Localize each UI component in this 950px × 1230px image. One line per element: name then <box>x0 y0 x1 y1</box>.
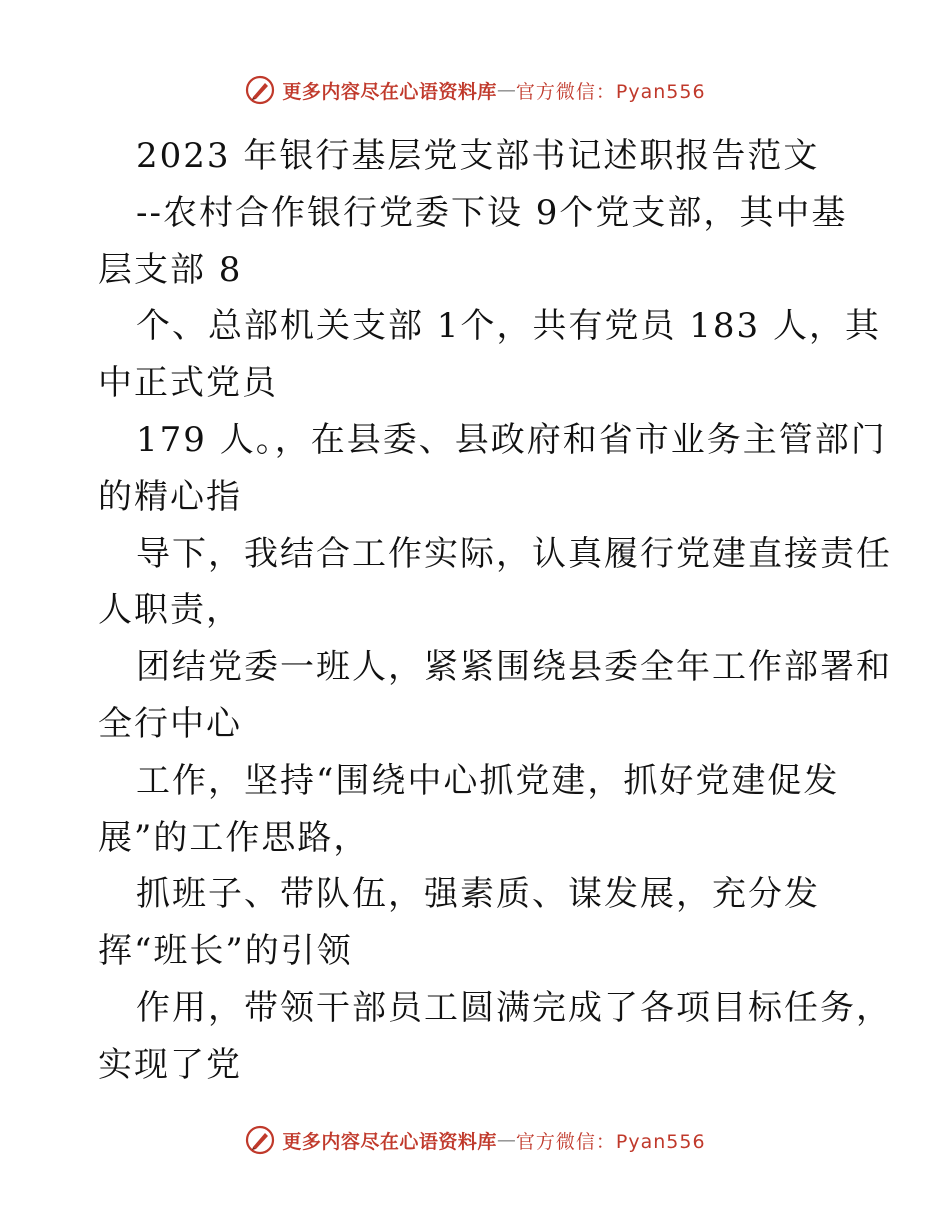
banner-text: 更多内容尽在心语资料库 <box>282 80 497 103</box>
body-line: 工作，坚持“围绕中心抓党建，抓好党建促发 <box>136 760 840 801</box>
body-line: 全行中心 <box>98 703 242 744</box>
body-line: 作用，带领干部员工圆满完成了各项目标任务， <box>136 987 892 1028</box>
body-line: 抓班子、带队伍，强素质、谋发展，充分发 <box>136 874 820 915</box>
body-line: 团结党委一班人，紧紧围绕县委全年工作部署和 <box>136 647 892 688</box>
body-line: 人职责， <box>98 590 242 631</box>
document-title: 2023 年银行基层党支部书记述职报告范文 <box>136 136 820 176</box>
footer-banner <box>0 1124 950 1156</box>
banner-wechat: 官方微信：Pyan556 <box>515 80 706 103</box>
banner-wechat: 官方微信：Pyan556 <box>515 1130 706 1153</box>
body-line: 实现了党 <box>98 1044 242 1085</box>
banner-separator: — <box>496 79 516 101</box>
body-line: 展”的工作思路， <box>98 817 370 858</box>
body-line: 个、总部机关支部 1个，共有党员 183 人，其 <box>136 306 881 347</box>
body-line: 179 人。，在县委、县政府和省市业务主管部门 <box>136 419 887 460</box>
body-line: 挥“班长”的引领 <box>98 931 353 972</box>
body-line: 层支部 8 <box>98 249 243 290</box>
banner-text: 更多内容尽在心语资料库 <box>282 1130 497 1153</box>
document-body <box>98 128 892 1094</box>
banner-separator: — <box>496 1129 516 1151</box>
header-banner <box>0 74 950 106</box>
body-line: 的精心指 <box>98 476 242 517</box>
body-line: --农村合作银行党委下设 9个党支部，其中基 <box>136 192 848 233</box>
pen-logo-icon <box>244 74 276 106</box>
body-line: 中正式党员 <box>98 363 278 404</box>
pen-logo-icon <box>244 1124 276 1156</box>
body-line: 导下，我结合工作实际，认真履行党建直接责任 <box>136 533 892 574</box>
